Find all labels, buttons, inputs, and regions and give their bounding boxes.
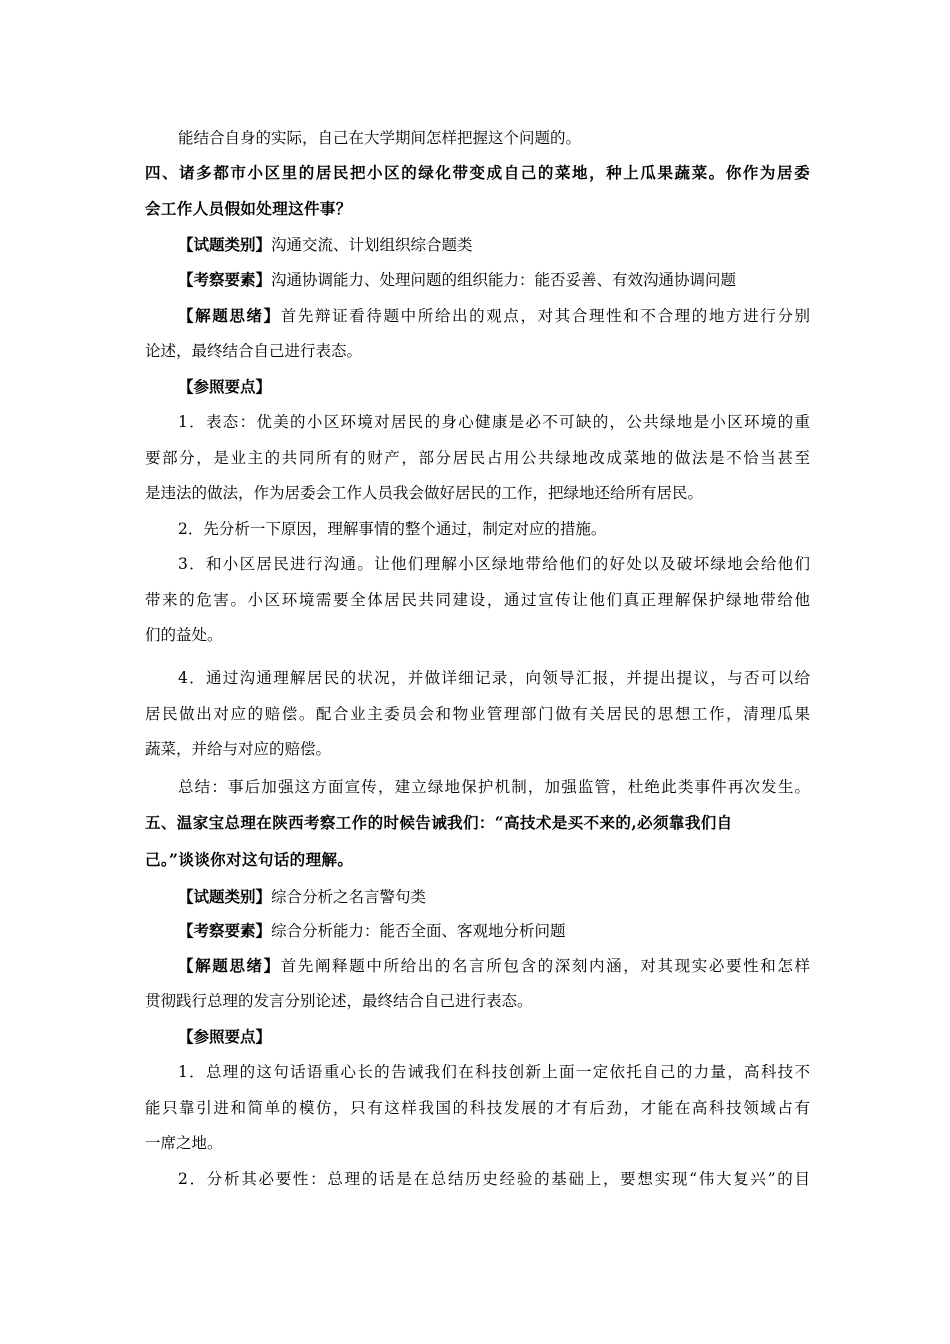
q5-point-1-line-2: 能只靠引进和简单的模仿，只有这样我国的科技发展的才有后劲，才能在高科技领域占有	[145, 1099, 810, 1117]
q4-type-text: 沟通交流、计划组织综合题类	[271, 236, 473, 254]
question-4-heading-line-2: 会工作人员假如处理这件事？	[145, 199, 352, 218]
q4-point-4-line-3: 蔬菜，并给与对应的赔偿。	[145, 740, 332, 758]
question-4-heading-line-1: 四、诸多都市小区里的居民把小区的绿化带变成自己的菜地，种上瓜果蔬菜。你作为居委	[145, 163, 810, 182]
q5-idea-tag: 【解题思绪】	[178, 956, 281, 975]
q4-point-1-line-3: 是违法的做法，作为居委会工作人员我会做好居民的工作，把绿地还给所有居民。	[145, 484, 704, 502]
q4-idea-tag: 【解题思绪】	[178, 306, 281, 325]
q4-point-3-line-2: 带来的危害。小区环境需要全体居民共同建设，通过宣传让他们真正理解保护绿地带给他	[145, 591, 810, 609]
q5-idea-text-2: 贯彻践行总理的发言分别论述，最终结合自己进行表态。	[145, 992, 533, 1010]
q5-idea-text-1: 首先阐释题中所给出的名言所包含的深刻内涵，对其现实必要性和怎样	[280, 957, 810, 975]
q5-point-2-line-1: 2．分析其必要性：总理的话是在总结历史经验的基础上，要想实现“伟大复兴”的目	[178, 1170, 810, 1188]
q5-type-text: 综合分析之名言警句类	[271, 888, 427, 906]
q4-point-3-line-3: 们的益处。	[145, 626, 223, 644]
q4-elements-row	[178, 269, 810, 291]
q5-elements-text: 综合分析能力：能否全面、客观地分析问题	[271, 922, 566, 940]
q5-point-1-line-3: 一席之地。	[145, 1134, 223, 1152]
question-5-heading-line-2: 己。”谈谈你对这句话的理解。	[145, 850, 354, 869]
q5-idea-row	[178, 955, 810, 977]
q5-reference-tag: 【参照要点】	[178, 1027, 272, 1046]
q5-elements-row	[178, 920, 810, 942]
q4-idea-text-1: 首先辩证看待题中所给出的观点，对其合理性和不合理的地方进行分别	[280, 307, 810, 325]
q4-elements-tag: 【考察要素】	[178, 270, 272, 289]
q5-type-row	[178, 886, 810, 908]
q4-point-3-line-1: 3．和小区居民进行沟通。让他们理解小区绿地带给他们的好处以及破坏绿地会给他们	[178, 555, 810, 573]
q4-type-row	[178, 234, 810, 256]
q5-type-tag: 【试题类别】	[178, 887, 272, 906]
q4-point-2-line-1: 2．先分析一下原因，理解事情的整个通过，制定对应的措施。	[178, 520, 607, 538]
q4-point-4-line-2: 居民做出对应的赔偿。配合业主委员会和物业管理部门做有关居民的思想工作，清理瓜果	[145, 705, 810, 723]
q4-reference-tag: 【参照要点】	[178, 377, 272, 396]
q4-summary: 总结：事后加强这方面宣传，建立绿地保护机制，加强监管，杜绝此类事件再次发生。	[178, 778, 810, 796]
q5-elements-tag: 【考察要素】	[178, 921, 272, 940]
q4-idea-text-2: 论述，最终结合自己进行表态。	[145, 342, 363, 360]
paragraph-line: 能结合自身的实际，自己在大学期间怎样把握这个问题的。	[178, 129, 582, 147]
q4-point-4-line-1: 4．通过沟通理解居民的状况，并做详细记录，向领导汇报，并提出提议，与否可以给	[178, 669, 810, 687]
question-5-heading-line-1: 五、温家宝总理在陕西考察工作的时候告诫我们：“高技术是买不来的,必须靠我们自	[145, 813, 733, 832]
q4-elements-text: 沟通协调能力、处理问题的组织能力：能否妥善、有效沟通协调问题	[271, 271, 737, 289]
q4-point-1-line-2: 要部分，是业主的共同所有的财产，部分居民占用公共绿地改成菜地的做法是不恰当甚至	[145, 449, 810, 467]
q4-type-tag: 【试题类别】	[178, 235, 272, 254]
q5-point-1-line-1: 1．总理的这句话语重心长的告诫我们在科技创新上面一定依托自己的力量，高科技不	[178, 1063, 810, 1081]
q4-idea-row	[178, 305, 810, 327]
q4-point-1-line-1: 1．表态：优美的小区环境对居民的身心健康是必不可缺的，公共绿地是小区环境的重	[178, 413, 810, 431]
